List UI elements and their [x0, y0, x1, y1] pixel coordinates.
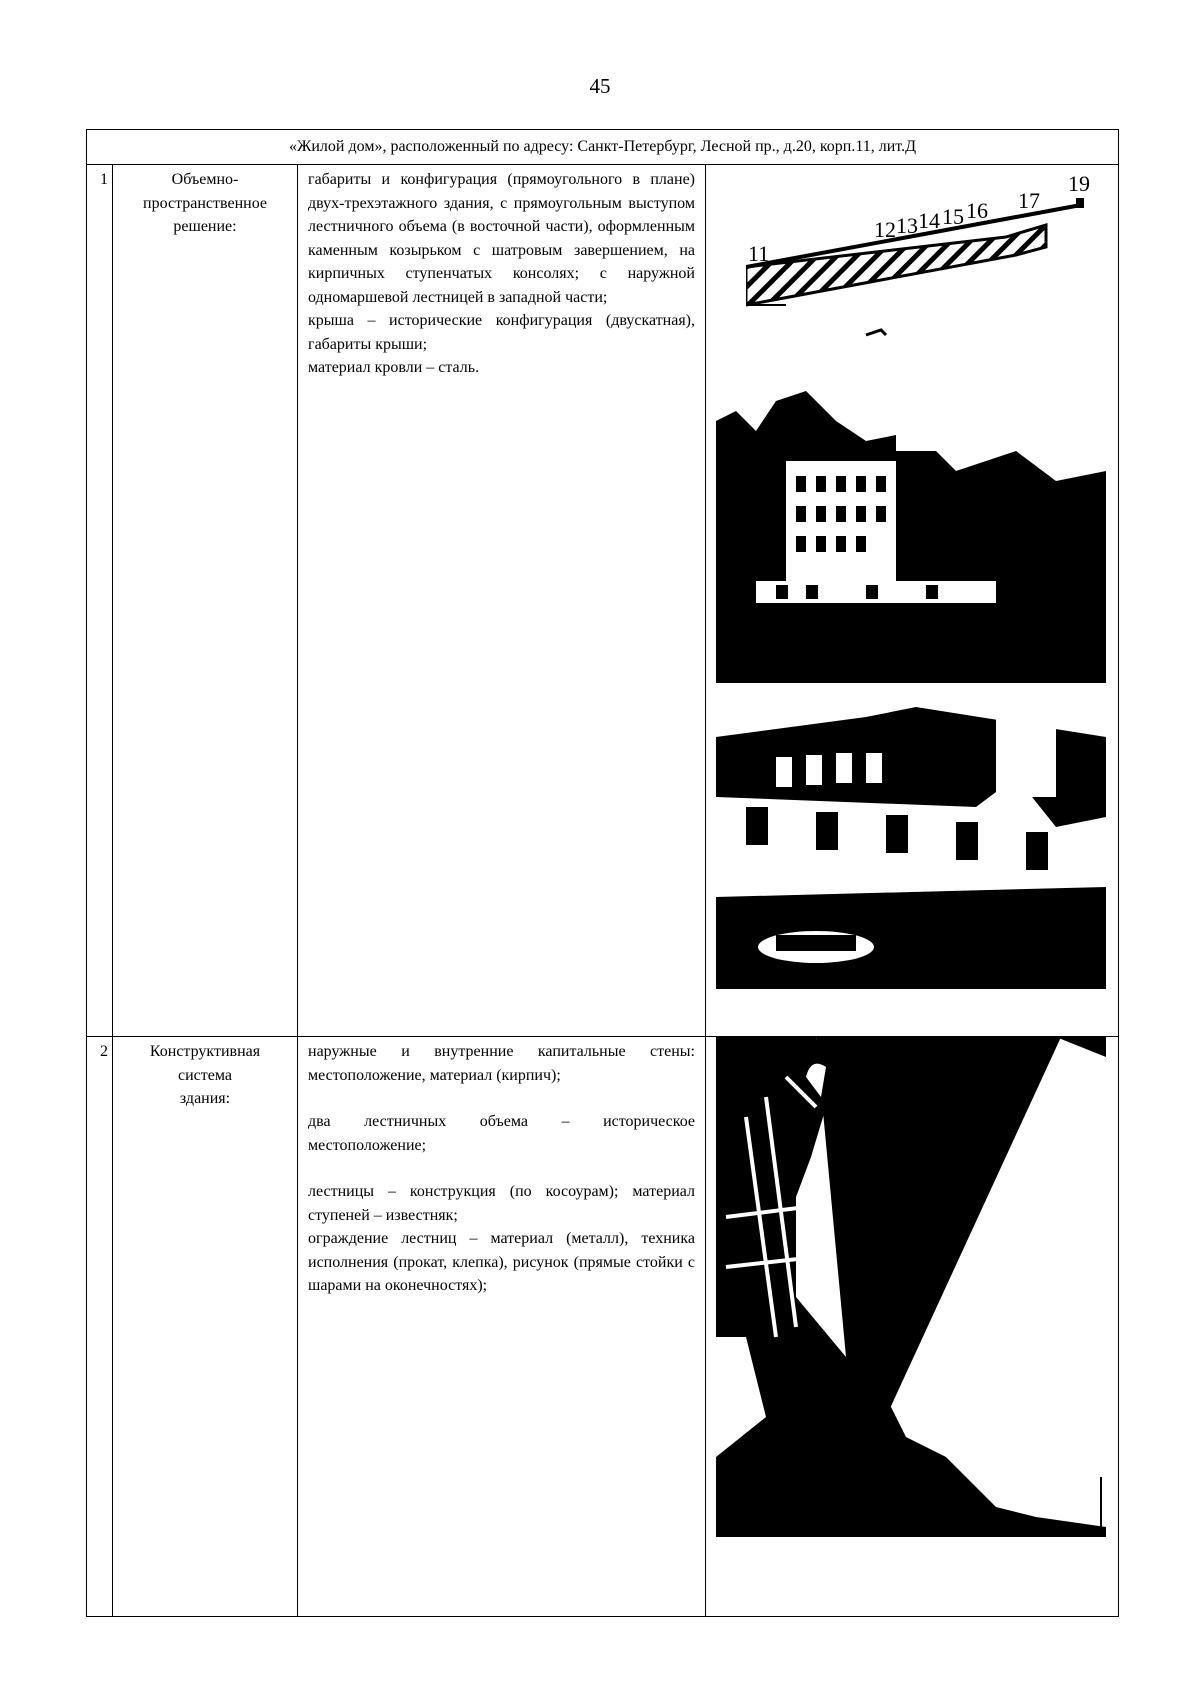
row-images — [706, 1037, 1119, 1617]
row-title-line: здания: — [179, 1090, 231, 1107]
row-number: 2 — [87, 1037, 113, 1617]
description-paragraph: лестницы – конструкция (по косоурам); материал ступеней – известняк; — [308, 1183, 695, 1224]
plan-label: 14 — [918, 208, 940, 233]
row-number: 1 — [87, 165, 113, 1037]
plan-label: 11 — [748, 241, 770, 266]
building-photo-1 — [716, 391, 1106, 683]
plan-label: 16 — [966, 198, 988, 223]
page-number: 45 — [589, 74, 611, 98]
description-paragraph: крыша – исторические конфигурация (двускатная), габариты крыши; — [308, 312, 695, 353]
table-row — [87, 165, 1119, 1037]
description-paragraph: габариты и конфигурация (прямоугольного в плане) двух-трехэтажного здания, с прямоугольным выступом лестничного объема (в восточной части), оформленным каменным козырьком с шатровым завершением, на кирпичных ступенчатых консолях; с наружной одномаршевой лестницей в западной части; — [308, 171, 695, 306]
plan-label: 13 — [896, 213, 918, 238]
row-title-line: система — [178, 1066, 232, 1084]
plan-label: 17 — [1018, 188, 1040, 213]
row-description — [298, 165, 706, 1037]
row-title — [113, 1037, 298, 1617]
row-title — [113, 165, 298, 1037]
description-paragraph: наружные и внутренние капитальные стены: местоположение, материал (кирпич); — [308, 1043, 695, 1084]
heritage-table — [86, 129, 1119, 1617]
building-photo-2 — [716, 697, 1106, 989]
description-paragraph: материал кровли – сталь. — [308, 359, 480, 376]
table-header: «Жилой дом», расположенный по адресу: Санкт-Петербург, Лесной пр., д.20, корп.11, лит.Д — [87, 130, 1119, 165]
row-title-line: пространственное — [143, 194, 267, 212]
plan-label: 15 — [942, 204, 964, 229]
plan-label: 19 — [1068, 171, 1090, 196]
row-title-line: решение: — [173, 218, 237, 235]
description-paragraph: ограждение лестниц – материал (металл), техника исполнения (прокат, клепка), рисунок (прямые стойки с шарами на оконечностях); — [308, 1230, 695, 1294]
plan-fragment-image — [746, 165, 1106, 345]
description-paragraph: два лестничных объема – историческое местоположение; — [308, 1113, 695, 1154]
table-row — [87, 1037, 1119, 1617]
plan-label: 12 — [874, 217, 896, 242]
row-images — [706, 165, 1119, 1037]
row-description — [298, 1037, 706, 1617]
row-title-line: Конструктивная — [149, 1043, 261, 1060]
staircase-photo — [716, 1037, 1106, 1537]
row-title-line: Объемно- — [171, 171, 239, 188]
